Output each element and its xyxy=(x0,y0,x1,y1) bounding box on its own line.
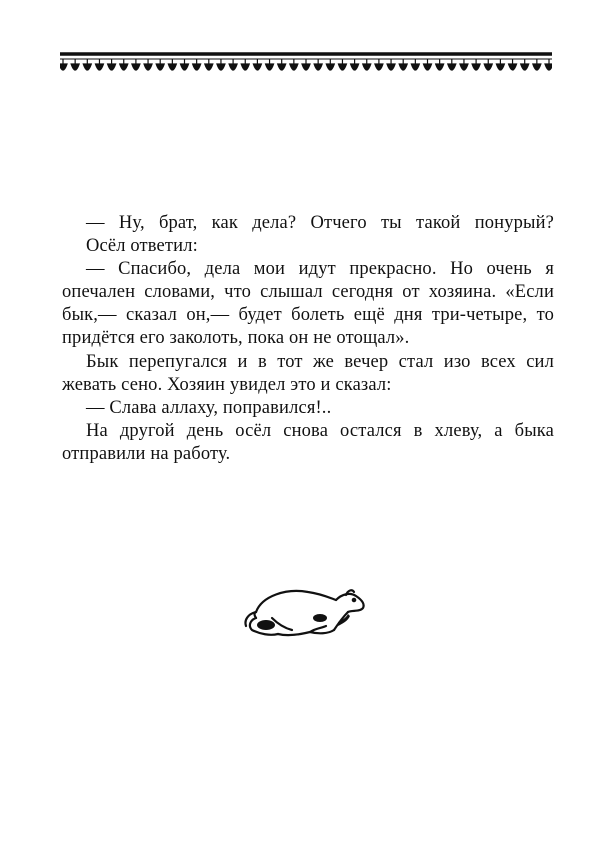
story-paragraph-5: — Слава аллаху, поправился!.. xyxy=(86,397,332,418)
ornament-tassel xyxy=(387,64,395,70)
story-paragraph-3: — Спасибо, дела мои идут прекрасно. Но очень я опечален словами, что слышал сегодня от хозяина. «Если бык,— сказал он,— будет болеть ещё дня три-четыре, то придётся его заколоть, пока он не отощал». xyxy=(62,259,554,349)
ornament-tassel xyxy=(521,64,529,70)
ornament-tassel xyxy=(132,64,140,70)
ornament-tassel xyxy=(83,64,91,70)
ornament-tassel xyxy=(144,64,152,70)
ornament-tassel xyxy=(363,64,371,70)
story-text xyxy=(62,212,554,466)
ornament-tassel xyxy=(509,64,517,70)
ornament-tassel xyxy=(545,64,552,70)
resting-ox-drawing-icon xyxy=(238,578,370,642)
ornament-tassel xyxy=(120,64,128,70)
story-paragraph-2: Осёл ответил: xyxy=(86,236,198,257)
ornament-tassel xyxy=(60,64,67,70)
ornament-tassel xyxy=(241,64,249,70)
ornament-tassel xyxy=(205,64,213,70)
ornament-tassel xyxy=(181,64,189,70)
ornament-tassel xyxy=(448,64,456,70)
ornament-tassel xyxy=(399,64,407,70)
ornament-tassel xyxy=(375,64,383,70)
story-paragraph-6: На другой день осёл снова остался в хлеву, а быка отправили на работу. xyxy=(62,420,554,464)
ornament-tassel xyxy=(71,64,79,70)
ornament-tassel xyxy=(156,64,164,70)
ornament-tassel xyxy=(266,64,274,70)
ornament-tassel xyxy=(436,64,444,70)
ornament-tassel xyxy=(351,64,359,70)
ornament-tassel xyxy=(193,64,201,70)
ornament-tassel xyxy=(229,64,237,70)
ornament-tassel xyxy=(278,64,286,70)
ornament-tassel xyxy=(484,64,492,70)
ornament-tassel xyxy=(472,64,480,70)
ornament-tassel xyxy=(338,64,346,70)
ornament-tassel xyxy=(108,64,116,70)
fringed-border-ornament-icon xyxy=(60,50,552,76)
ornament-tassel xyxy=(496,64,504,70)
ornament-tassel xyxy=(424,64,432,70)
ornament-tassel xyxy=(460,64,468,70)
ornament-tassel xyxy=(168,64,176,70)
ornament-tassel xyxy=(302,64,310,70)
ornament-tassel xyxy=(411,64,419,70)
ornament-tassel xyxy=(290,64,298,70)
ornament-tassel xyxy=(326,64,334,70)
ornament-tassel xyxy=(253,64,261,70)
ornament-tassel xyxy=(533,64,541,70)
ornament-tassel xyxy=(314,64,322,70)
story-paragraph-1: — Ну, брат, как дела? Отчего ты такой понурый? xyxy=(86,213,554,233)
story-paragraph-4: Бык перепугался и в тот же вечер стал изо всех сил жевать сено. Хозяин увидел это и сказал: xyxy=(62,351,554,395)
ornament-tassel xyxy=(217,64,225,70)
ornament-tassel xyxy=(95,64,103,70)
